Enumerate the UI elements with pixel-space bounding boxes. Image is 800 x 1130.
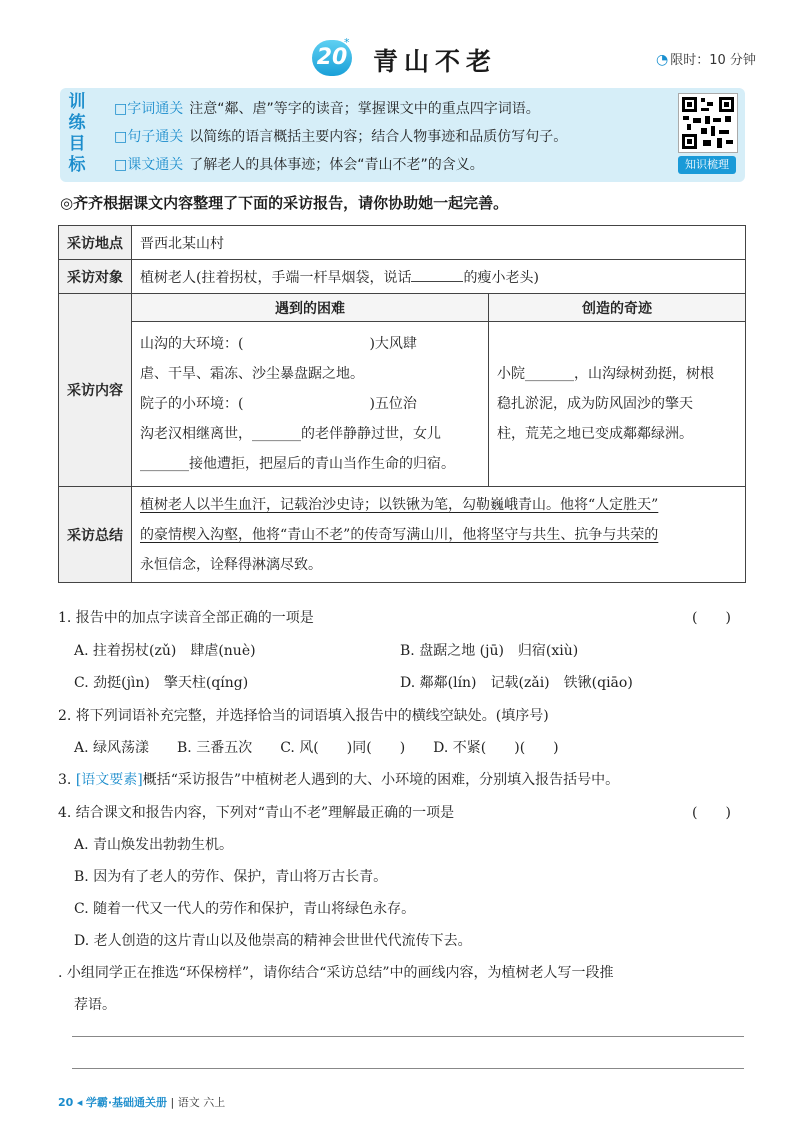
goal-name: □字词通关: [114, 101, 184, 117]
q4-option-c[interactable]: C. 随着一代又一代人的劳作和保护，青山将绿色永存。: [74, 901, 416, 917]
q3-text: 概括“采访报告”中植树老人遇到的大、小环境的困难，分别填入报告括号中。: [142, 772, 620, 788]
q4-answer-paren[interactable]: ( ): [692, 805, 731, 821]
question-3: [58, 769, 619, 789]
goal-name: □句子通关: [114, 129, 184, 145]
q1-option-a[interactable]: A. 拄着拐杖(zǔ) 肆虐(nuè): [74, 643, 256, 659]
q1-answer-paren[interactable]: ( ): [692, 610, 731, 626]
summary-line: 永恒信念，诠释得淋漓尽致。: [140, 556, 322, 573]
object-label: 采访对象: [59, 260, 132, 294]
footer-divider: |: [170, 1096, 175, 1109]
object-value: [132, 260, 746, 294]
qr-label[interactable]: 知识梳理: [678, 156, 736, 174]
difficulty-cell: [132, 322, 489, 487]
difficulty-line: 虐、干旱、霜冻、沙尘暴盘踞之地。: [140, 366, 364, 382]
footer-arrow-icon: ◂: [76, 1096, 83, 1109]
goal-name: □课文通关: [114, 157, 184, 173]
row-place: [59, 226, 746, 260]
q1-option-b[interactable]: B. 盘踞之地 (jū) 归宿(xiù): [400, 643, 579, 659]
goal-row-sentences: [114, 126, 567, 146]
clock-icon: ◔: [656, 52, 669, 68]
goal-row-text: [114, 154, 484, 174]
col-miracle: 创造的奇迹: [489, 294, 746, 322]
goal-text: 了解老人的具体事迹；体会“青山不老”的含义。: [189, 157, 484, 173]
q2-options[interactable]: A. 绿风荡漾 B. 三番五次 C. 风( )同( ) D. 不紧( )( ): [74, 740, 559, 756]
interview-report-table: [58, 225, 746, 583]
difficulty-line: 山沟的大环境：( )大风肆: [140, 336, 417, 352]
report-intro: ◎齐齐根据课文内容整理了下面的采访报告，请你协助她一起完善。: [60, 194, 509, 212]
time-limit: [656, 49, 756, 68]
page-title: 青山不老: [373, 47, 498, 76]
q4-option-a[interactable]: A. 青山焕发出勃勃生机。: [74, 837, 234, 853]
lesson-mark: *: [344, 36, 350, 49]
place-value: 晋西北某山村: [132, 226, 746, 260]
content-label: 采访内容: [59, 294, 132, 487]
goal-row-words: [114, 98, 540, 118]
question-1: 1. 报告中的加点字读音全部正确的一项是: [58, 610, 314, 626]
object-text-b: 的瘦小老头): [463, 269, 539, 286]
question-2: 2. 将下列词语补充完整，并选择恰当的词语填入报告中的横线空缺处。(填序号): [58, 708, 549, 724]
question-5: . 小组同学正在推选“环保榜样”，请你结合“采访总结”中的画线内容，为植树老人写一段推: [58, 965, 614, 981]
series-name: 学霸·基础通关册: [85, 1096, 168, 1109]
training-goals-tag: 训练目标: [68, 92, 86, 175]
q1-option-c[interactable]: C. 劲挺(jìn) 擎天柱(qíng): [74, 675, 249, 691]
object-text-a: 植树老人(拄着拐杖，手端一杆旱烟袋，说话: [140, 269, 412, 286]
summary-line: 植树老人以半生血汗，记载治沙史诗；以铁锹为笔，勾勒巍峨青山。他将“人定胜天”: [140, 496, 659, 513]
qr-code-icon[interactable]: [678, 93, 738, 153]
subject-label: 语文 六上: [177, 1096, 226, 1109]
time-limit-label: 限时：10 分钟: [670, 53, 756, 68]
question-5-cont: 荐语。: [74, 997, 116, 1013]
difficulty-line: 院子的小环境：( )五位治: [140, 396, 417, 412]
col-difficulty: 遇到的困难: [132, 294, 489, 322]
summary-line: 的豪情楔入沟壑，他将“青山不老”的传奇写满山川，他将坚守与共生、抗争与共荣的: [140, 526, 659, 543]
q3-tag: [语文要素]: [75, 772, 143, 788]
q3-number: 3.: [58, 772, 76, 788]
q4-option-b[interactable]: B. 因为有了老人的劳作、保护，青山将万古长青。: [74, 869, 388, 885]
goal-text: 以简练的语言概括主要内容；结合人物事迹和品质仿写句子。: [189, 129, 568, 145]
page-footer: [58, 1094, 225, 1110]
summary-cell: [132, 487, 746, 583]
object-blank[interactable]: [411, 281, 463, 282]
q1-option-d[interactable]: D. 鄰鄰(lín) 记载(zǎi) 铁锹(qiāo): [400, 675, 633, 691]
summary-label: 采访总结: [59, 487, 132, 583]
goal-text: 注意“鄰、虐”等字的读音；掌握课文中的重点四字词语。: [189, 101, 540, 117]
row-content: [59, 322, 746, 487]
q4-option-d[interactable]: D. 老人创造的这片青山以及他崇高的精神会世世代代流传下去。: [74, 933, 472, 949]
answer-line[interactable]: [72, 1036, 744, 1037]
miracle-line: 柱，荒芜之地已变成鄰鄰绿洲。: [497, 426, 693, 442]
miracle-line: 小院_______，山沟绿树劲挺，树根: [497, 366, 714, 382]
answer-line[interactable]: [72, 1068, 744, 1069]
lesson-number-badge: 20: [312, 40, 352, 76]
miracle-cell: [489, 322, 746, 487]
row-summary: [59, 487, 746, 583]
row-content-header: [59, 294, 746, 322]
difficulty-line: _______接他遭拒，把屋后的青山当作生命的归宿。: [140, 456, 455, 472]
page-number: 20: [58, 1096, 74, 1109]
miracle-line: 稳扎淤泥，成为防风固沙的擎天: [497, 396, 693, 412]
difficulty-line: 沟老汉相继离世，_______的老伴静静过世，女儿: [140, 426, 441, 442]
row-object: [59, 260, 746, 294]
question-4: 4. 结合课文和报告内容，下列对“青山不老”理解最正确的一项是: [58, 805, 455, 821]
place-label: 采访地点: [59, 226, 132, 260]
